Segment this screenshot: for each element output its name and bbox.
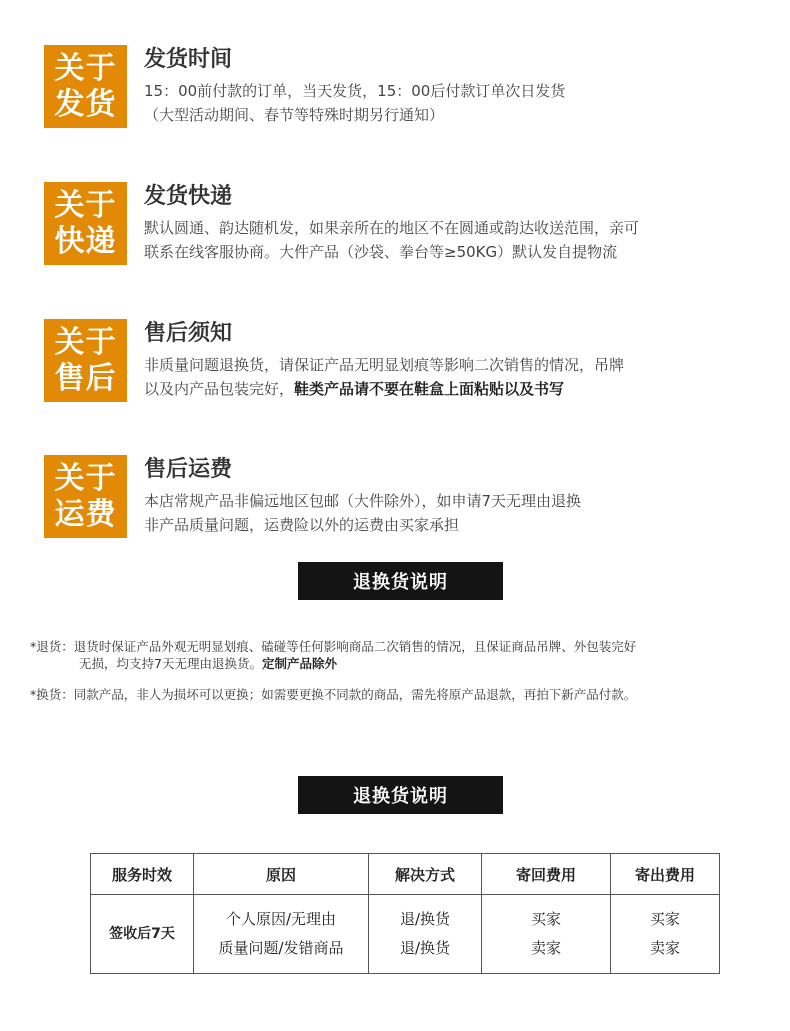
return-policy-banner: 退换货说明 [298,776,503,814]
badge-line: 关于 [54,324,117,360]
section-badge [44,182,127,265]
solution-line: 退/换货 [399,939,451,957]
section-title: 售后须知 [144,321,233,346]
badge-line: 售后 [54,360,117,396]
badge-line: 运费 [54,496,117,532]
return-note-text: 无损，均支持7天无理由退换货。 [79,656,262,671]
section-shipping-time [44,45,774,135]
section-body [144,216,784,264]
return-fee-line: 卖家 [530,939,561,957]
table-header-cell: 寄出费用 [611,854,720,895]
table-header-cell: 解决方式 [369,854,482,895]
reason-line: 质量问题/发错商品 [218,939,344,957]
solution-line: 退/换货 [399,910,451,928]
section-title: 发货时间 [144,47,233,72]
section-line: 非质量问题退换货，请保证产品无明显划痕等影响二次销售的情况，吊牌 [144,356,625,374]
table-cell-return-fee [482,895,611,974]
return-policy-banner: 退换货说明 [298,562,503,600]
section-line-text: 以及内产品包装完好， [144,380,295,398]
exchange-note: *换货：同款产品，非人为损坏可以更换；如需要更换不同款的商品，需先将原产品退款，再拍下新产品付款。 [30,687,637,702]
return-note-line: *退货：退货时保证产品外观无明显划痕、磕碰等任何影响商品二次销售的情况，且保证商品吊牌、外包装完好 [30,639,637,654]
badge-line: 关于 [54,460,117,496]
section-body [144,79,784,127]
ship-fee-line: 卖家 [649,939,680,957]
section-shipping-fee [44,455,774,545]
table-header-cell: 寄回费用 [482,854,611,895]
section-line: 默认圆通、韵达随机发，如果亲所在的地区不在圆通或韵达收送范围，亲可 [144,219,640,237]
badge-line: 快递 [54,223,117,259]
return-fee-line: 买家 [530,910,561,928]
return-note-emphasis: 定制产品除外 [261,656,337,671]
section-badge [44,319,127,402]
section-line: 联系在线客服协商。大件产品（沙袋、拳台等≥50KG）默认发自提物流 [144,243,618,261]
section-title: 发货快递 [144,184,233,209]
table-cell-period: 签收后7天 [91,895,194,974]
section-line [144,377,784,401]
reason-line: 个人原因/无理由 [225,910,337,928]
table-header-cell: 原因 [194,854,369,895]
table-header-cell: 服务时效 [91,854,194,895]
section-emphasis: 鞋类产品请不要在鞋盒上面粘贴以及书写 [294,380,565,398]
section-badge [44,455,127,538]
table-cell-ship-fee [611,895,720,974]
return-note [30,638,770,672]
section-line: 15：00前付款的订单，当天发货，15：00后付款订单次日发货 [144,82,566,100]
table-header-row [91,854,720,895]
badge-line: 关于 [54,187,117,223]
section-badge [44,45,127,128]
section-line: （大型活动期间、春节等特殊时期另行通知） [144,106,445,124]
table-cell-reason [194,895,369,974]
section-line: 本店常规产品非偏远地区包邮（大件除外），如申请7天无理由退换 [144,492,582,510]
section-body [144,489,784,537]
section-title: 售后运费 [144,457,233,482]
table-cell-solution [369,895,482,974]
section-line: 非产品质量问题，运费险以外的运费由买家承担 [144,516,460,534]
table-row [91,895,720,974]
section-courier [44,182,774,272]
section-body [144,353,784,401]
ship-fee-line: 买家 [649,910,680,928]
badge-line: 关于 [54,50,117,86]
return-note-line [30,655,770,672]
section-after-sale-notice [44,319,774,409]
badge-line: 发货 [54,86,117,122]
policy-table [90,853,720,974]
